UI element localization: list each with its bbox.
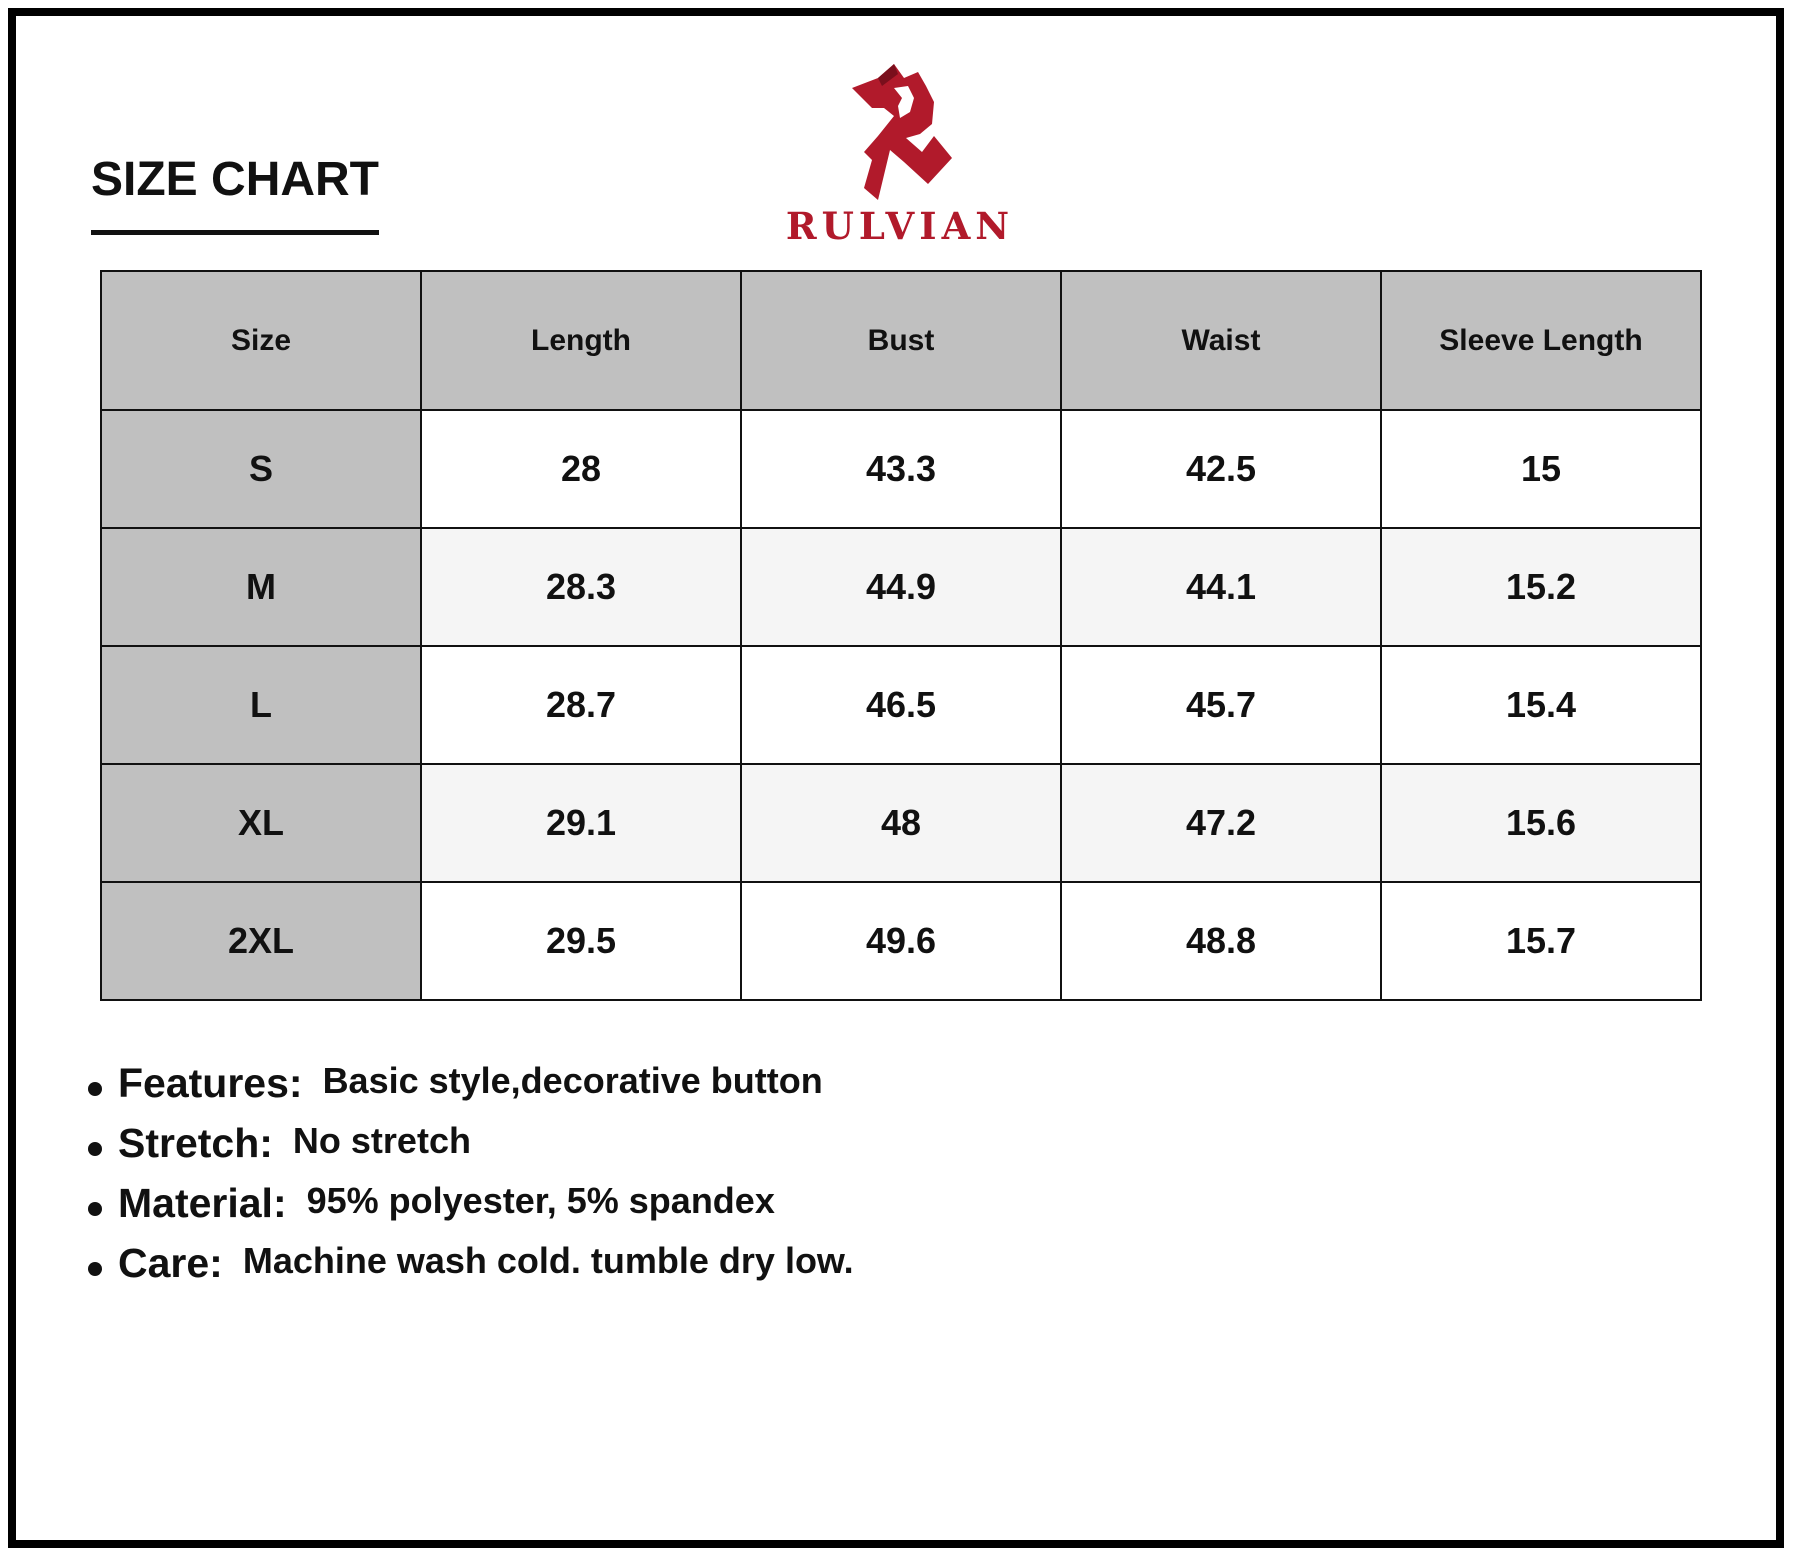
waist-cell: 48.8 — [1061, 882, 1381, 1000]
length-cell: 28 — [421, 410, 741, 528]
length-cell: 29.1 — [421, 764, 741, 882]
header-waist: Waist — [1061, 271, 1381, 410]
sleeve-length-cell: 15.7 — [1381, 882, 1701, 1000]
bullet-icon — [88, 1142, 102, 1156]
waist-cell: 47.2 — [1061, 764, 1381, 882]
note-label: Care: — [118, 1240, 223, 1286]
sleeve-length-cell: 15 — [1381, 410, 1701, 528]
bust-cell: 49.6 — [741, 882, 1061, 1000]
size-cell: 2XL — [101, 882, 421, 1000]
bust-cell: 48 — [741, 764, 1061, 882]
table-row — [101, 646, 1701, 764]
page-title: SIZE CHART — [91, 153, 379, 206]
waist-cell: 42.5 — [1061, 410, 1381, 528]
bullet-icon — [88, 1262, 102, 1276]
brand-name: RULVIAN — [785, 204, 1015, 248]
note-value: Basic style,decorative button — [322, 1060, 823, 1101]
bust-cell: 43.3 — [741, 410, 1061, 528]
size-table — [100, 270, 1702, 1001]
note-stretch — [88, 1120, 1588, 1180]
table-row — [101, 410, 1701, 528]
title-underline — [91, 230, 379, 235]
bullet-icon — [88, 1202, 102, 1216]
bullet-icon — [88, 1082, 102, 1096]
note-care — [88, 1240, 1588, 1300]
note-value: Machine wash cold. tumble dry low. — [242, 1240, 854, 1281]
sleeve-length-cell: 15.6 — [1381, 764, 1701, 882]
note-material — [88, 1180, 1588, 1240]
brand-logo — [780, 64, 1030, 254]
table-row — [101, 882, 1701, 1000]
table-row — [101, 764, 1701, 882]
header-length: Length — [421, 271, 741, 410]
table-header-row — [101, 271, 1701, 410]
sleeve-length-cell: 15.4 — [1381, 646, 1701, 764]
size-cell: L — [101, 646, 421, 764]
note-label: Features: — [118, 1060, 303, 1106]
note-value: 95% polyester, 5% spandex — [306, 1180, 775, 1221]
note-label: Stretch: — [118, 1120, 273, 1166]
header-sleeve-length: Sleeve Length — [1381, 271, 1701, 410]
product-notes — [88, 1060, 1588, 1300]
note-label: Material: — [118, 1180, 287, 1226]
size-cell: S — [101, 410, 421, 528]
length-cell: 28.7 — [421, 646, 741, 764]
bust-cell: 44.9 — [741, 528, 1061, 646]
note-value: No stretch — [292, 1120, 471, 1161]
length-cell: 29.5 — [421, 882, 741, 1000]
table-row — [101, 528, 1701, 646]
brand-r-logo-icon — [842, 64, 968, 200]
size-cell: M — [101, 528, 421, 646]
sleeve-length-cell: 15.2 — [1381, 528, 1701, 646]
waist-cell: 44.1 — [1061, 528, 1381, 646]
header-size: Size — [101, 271, 421, 410]
waist-cell: 45.7 — [1061, 646, 1381, 764]
note-features — [88, 1060, 1588, 1120]
size-cell: XL — [101, 764, 421, 882]
length-cell: 28.3 — [421, 528, 741, 646]
header-bust: Bust — [741, 271, 1061, 410]
bust-cell: 46.5 — [741, 646, 1061, 764]
